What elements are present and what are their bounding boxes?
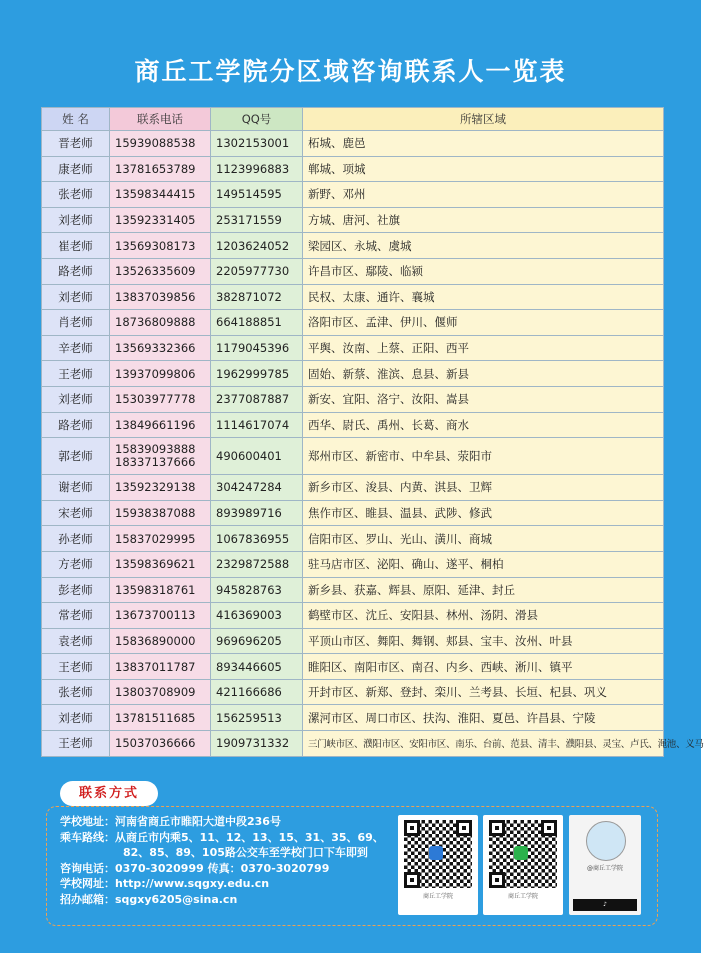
- cell-phone: 13803708909: [110, 679, 211, 705]
- douyin-caption: @商丘工学院: [586, 865, 623, 872]
- cell-region: 郑州市区、新密市、中牟县、荥阳市: [303, 438, 664, 475]
- cell-name: 张老师: [42, 679, 110, 705]
- cell-region: 三门峡市区、濮阳市区、安阳市区、南乐、台前、范县、清丰、濮阳县、灵宝、卢氏、渑池、义马: [303, 731, 664, 757]
- cell-qq: 416369003: [211, 603, 303, 629]
- table-row: [42, 551, 664, 577]
- cell-phone: 18736809888: [110, 310, 211, 336]
- header-qq: QQ号: [211, 108, 303, 131]
- cell-phone: 15837029995: [110, 526, 211, 552]
- cell-qq: 2377087887: [211, 386, 303, 412]
- douyin-avatar-icon: [586, 821, 626, 861]
- qr-code-2[interactable]: [483, 815, 563, 915]
- cell-qq: 1067836955: [211, 526, 303, 552]
- cell-phone: 13569332366: [110, 335, 211, 361]
- cell-region: 睢阳区、南阳市区、南召、内乡、西峡、淅川、镇平: [303, 654, 664, 680]
- wechat-icon: [514, 846, 528, 860]
- table-row: [42, 500, 664, 526]
- douyin-card[interactable]: [569, 815, 641, 915]
- cell-qq: 1302153001: [211, 131, 303, 157]
- cell-region: 许昌市区、鄢陵、临颍: [303, 258, 664, 284]
- cell-name: 肖老师: [42, 310, 110, 336]
- cell-qq: 2205977730: [211, 258, 303, 284]
- cell-phone: 13781653789: [110, 156, 211, 182]
- table-header-row: [42, 108, 664, 131]
- cell-name: 刘老师: [42, 386, 110, 412]
- cell-region: 平舆、汝南、上蔡、正阳、西平: [303, 335, 664, 361]
- table-row: [42, 284, 664, 310]
- phone-primary: 15839093888: [115, 442, 196, 457]
- cell-region: 梁园区、永城、虞城: [303, 233, 664, 259]
- cell-name: 刘老师: [42, 207, 110, 233]
- table-row: [42, 335, 664, 361]
- cell-qq: 969696205: [211, 628, 303, 654]
- cell-name: 王老师: [42, 731, 110, 757]
- cell-region: 开封市区、新郑、登封、栾川、兰考县、长垣、杞县、巩义: [303, 679, 664, 705]
- table-row: [42, 526, 664, 552]
- contact-info: [60, 814, 405, 907]
- cell-phone: 13837039856: [110, 284, 211, 310]
- cell-phone: 13837011787: [110, 654, 211, 680]
- cell-name: 康老师: [42, 156, 110, 182]
- cell-name: 宋老师: [42, 500, 110, 526]
- cell-name: 崔老师: [42, 233, 110, 259]
- cell-qq: 156259513: [211, 705, 303, 731]
- cell-qq: 893446605: [211, 654, 303, 680]
- cell-region: 方城、唐河、社旗: [303, 207, 664, 233]
- cell-region: 洛阳市区、孟津、伊川、偃师: [303, 310, 664, 336]
- cell-region: 平顶山市区、舞阳、舞钢、郏县、宝丰、汝州、叶县: [303, 628, 664, 654]
- bus-route: 乘车路线：从商丘市内乘5、11、12、13、15、31、35、69、: [60, 830, 384, 844]
- cell-qq: 1123996883: [211, 156, 303, 182]
- cell-name: 彭老师: [42, 577, 110, 603]
- table-row: [42, 207, 664, 233]
- table-row: [42, 679, 664, 705]
- cell-qq: 304247284: [211, 475, 303, 501]
- cell-qq: 1114617074: [211, 412, 303, 438]
- cell-region: 郸城、项城: [303, 156, 664, 182]
- table-row: [42, 310, 664, 336]
- cell-qq: 1203624052: [211, 233, 303, 259]
- cell-region: 民权、太康、通许、襄城: [303, 284, 664, 310]
- table-row: [42, 412, 664, 438]
- table-row: [42, 131, 664, 157]
- table-row: [42, 603, 664, 629]
- cell-phone: 13526335609: [110, 258, 211, 284]
- cell-name: 袁老师: [42, 628, 110, 654]
- cell-region: 信阳市区、罗山、光山、潢川、商城: [303, 526, 664, 552]
- cell-name: 谢老师: [42, 475, 110, 501]
- cell-phone: 13592331405: [110, 207, 211, 233]
- cell-region: 新安、宜阳、洛宁、汝阳、嵩县: [303, 386, 664, 412]
- cell-region: 漯河市区、周口市区、扶沟、淮阳、夏邑、许昌县、宁陵: [303, 705, 664, 731]
- cell-phone: 13592329138: [110, 475, 211, 501]
- table-row: [42, 475, 664, 501]
- qr-code-1[interactable]: [398, 815, 478, 915]
- table-row: [42, 361, 664, 387]
- email-link[interactable]: 招办邮箱：sqgxy6205@sina.cn: [60, 892, 238, 906]
- phone-secondary: 18337137666: [115, 455, 196, 470]
- cell-phone: 13937099806: [110, 361, 211, 387]
- cell-name: 张老师: [42, 182, 110, 208]
- table-row: [42, 705, 664, 731]
- qr-caption: 商丘工学院: [422, 893, 453, 900]
- cell-region: 固始、新蔡、淮滨、息县、新县: [303, 361, 664, 387]
- cell-phone: 13598369621: [110, 551, 211, 577]
- page-title: 商丘工学院分区域咨询联系人一览表: [134, 57, 567, 86]
- table-row: [42, 628, 664, 654]
- cell-region: 新野、邓州: [303, 182, 664, 208]
- table-row: [42, 233, 664, 259]
- table-row: [42, 731, 664, 757]
- header-phone: 联系电话: [110, 108, 211, 131]
- cell-name: 路老师: [42, 412, 110, 438]
- douyin-icon: ♪: [573, 899, 637, 911]
- cell-qq: 421166686: [211, 679, 303, 705]
- cell-qq: 1909731332: [211, 731, 303, 757]
- table-row: [42, 386, 664, 412]
- school-logo-icon: [429, 846, 443, 860]
- cell-region: 驻马店市区、泌阳、确山、遂平、桐柏: [303, 551, 664, 577]
- table-row: [42, 258, 664, 284]
- cell-qq: 382871072: [211, 284, 303, 310]
- cell-qq: 945828763: [211, 577, 303, 603]
- cell-name: 郭老师: [42, 438, 110, 475]
- cell-name: 常老师: [42, 603, 110, 629]
- cell-phone: [110, 438, 211, 475]
- cell-phone: 15939088538: [110, 131, 211, 157]
- table-row: [42, 654, 664, 680]
- cell-phone: 15303977778: [110, 386, 211, 412]
- cell-phone: 15836890000: [110, 628, 211, 654]
- cell-qq: 253171559: [211, 207, 303, 233]
- cell-name: 晋老师: [42, 131, 110, 157]
- table-row: [42, 577, 664, 603]
- cell-phone: 13598344415: [110, 182, 211, 208]
- website-link[interactable]: 学校网址：http://www.sqgxy.edu.cn: [60, 877, 270, 890]
- cell-phone: 13849661196: [110, 412, 211, 438]
- cell-name: 刘老师: [42, 705, 110, 731]
- cell-qq: 2329872588: [211, 551, 303, 577]
- cell-qq: 664188851: [211, 310, 303, 336]
- cell-name: 王老师: [42, 361, 110, 387]
- cell-qq: 149514595: [211, 182, 303, 208]
- address: 学校地址：河南省商丘市睢阳大道中段236号: [60, 815, 281, 828]
- cell-name: 方老师: [42, 551, 110, 577]
- cell-phone: 13598318761: [110, 577, 211, 603]
- contacts-table: [41, 107, 704, 757]
- cell-region: 焦作市区、睢县、温县、武陟、修武: [303, 500, 664, 526]
- cell-qq: 1179045396: [211, 335, 303, 361]
- cell-name: 孙老师: [42, 526, 110, 552]
- cell-name: 辛老师: [42, 335, 110, 361]
- cell-region: 新乡县、获嘉、辉县、原阳、延津、封丘: [303, 577, 664, 603]
- header-region: 所辖区域: [303, 108, 664, 131]
- table-row: [42, 182, 664, 208]
- cell-phone: 15037036666: [110, 731, 211, 757]
- cell-name: 刘老师: [42, 284, 110, 310]
- cell-phone: 15938387088: [110, 500, 211, 526]
- cell-phone: 13569308173: [110, 233, 211, 259]
- table-row: [42, 438, 664, 475]
- cell-region: 柘城、鹿邑: [303, 131, 664, 157]
- bus-route-cont: 82、85、89、105路公交车至学校门口下车即到: [123, 846, 368, 859]
- cell-region: 鹤壁市区、沈丘、安阳县、林州、汤阴、滑县: [303, 603, 664, 629]
- contact-heading: 联系方式: [60, 781, 158, 806]
- header-name: 姓 名: [42, 108, 110, 131]
- qr-caption: 商丘工学院: [507, 893, 538, 900]
- cell-region: 新乡市区、浚县、内黄、淇县、卫辉: [303, 475, 664, 501]
- cell-name: 王老师: [42, 654, 110, 680]
- cell-phone: 13673700113: [110, 603, 211, 629]
- cell-qq: 490600401: [211, 438, 303, 475]
- cell-phone: 13781511685: [110, 705, 211, 731]
- table-row: [42, 156, 664, 182]
- cell-region: 西华、尉氏、禹州、长葛、商水: [303, 412, 664, 438]
- cell-qq: 1962999785: [211, 361, 303, 387]
- cell-name: 路老师: [42, 258, 110, 284]
- cell-qq: 893989716: [211, 500, 303, 526]
- phone-fax: 咨询电话：0370-3020999 传真：0370-3020799: [60, 861, 330, 875]
